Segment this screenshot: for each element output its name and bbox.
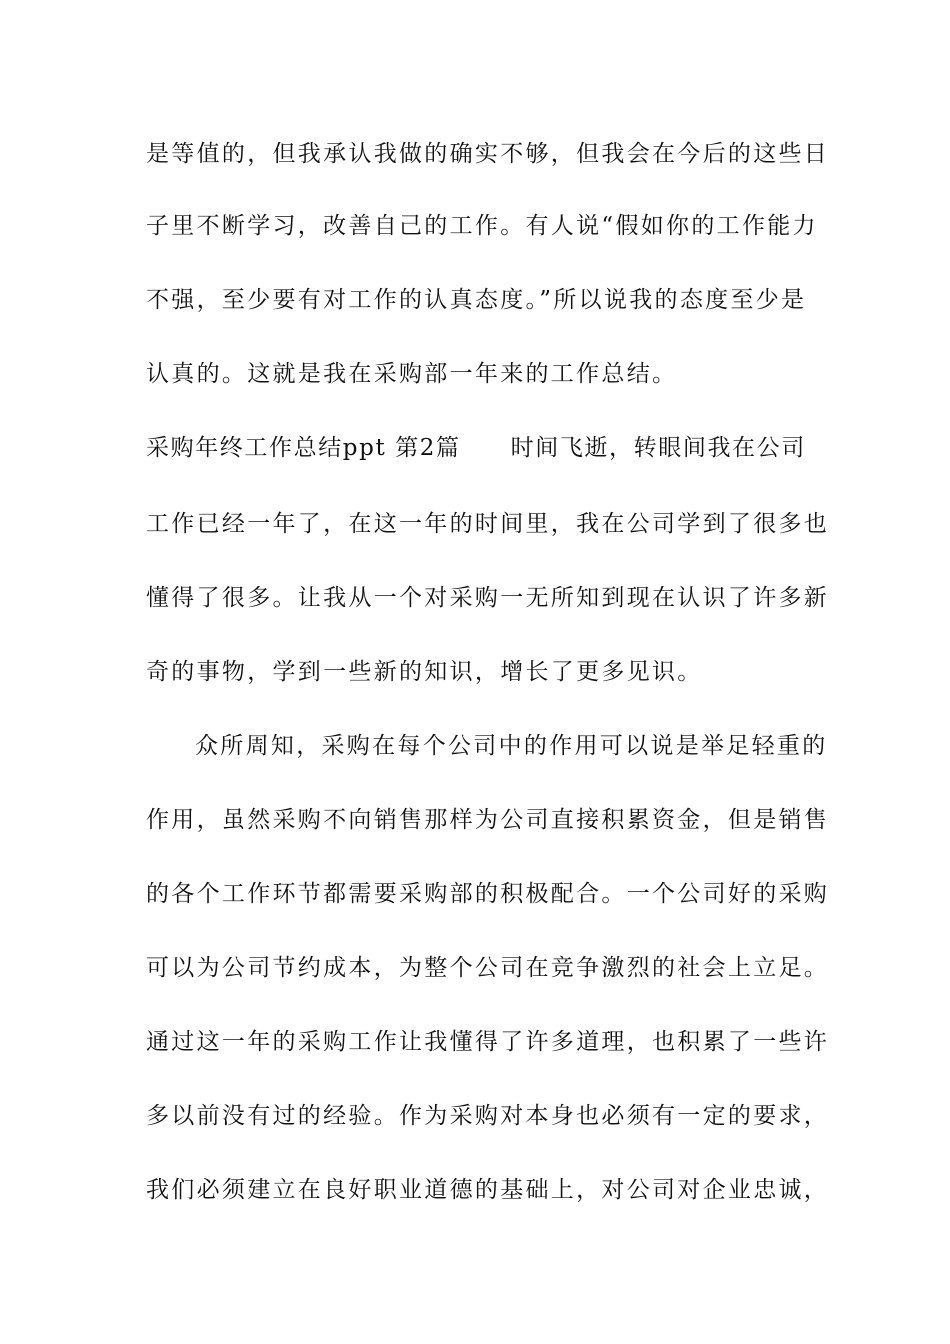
paragraph-first-line: 众所周知，采购在每个公司中的作用可以说是举足轻重的 — [195, 733, 828, 759]
text-line: 不强，至少要有对工作的认真态度。”所以说我的态度至少是 — [146, 287, 807, 313]
text-line: 懂得了很多。让我从一个对采购一无所知到现在认识了许多新 — [146, 585, 830, 611]
text-line: 多以前没有过的经验。作为采购对本身也必须有一定的要求， — [146, 1103, 830, 1129]
text-line: 奇的事物，学到一些新的知识，增长了更多见识。 — [146, 659, 703, 685]
section-heading: 采购年终工作总结ppt 第2篇 — [146, 435, 461, 461]
text-line: 通过这一年的采购工作让我懂得了许多道理，也积累了一些许 — [146, 1029, 830, 1055]
text-line: 作用，虽然采购不向销售那样为公司直接积累资金，但是销售 — [146, 807, 830, 833]
text-line: 可以为公司节约成本，为整个公司在竞争激烈的社会上立足。 — [146, 955, 830, 981]
text-line: 的各个工作环节都需要采购部的积极配合。一个公司好的采购 — [146, 881, 830, 907]
text-line: 工作已经一年了，在这一年的时间里，我在公司学到了很多也 — [146, 511, 830, 537]
text-line: 认真的。这就是我在采购部一年来的工作总结。 — [146, 361, 678, 387]
section-first-line: 时间飞逝，转眼间我在公司 — [510, 435, 806, 461]
text-line: 子里不断学习，改善自己的工作。有人说“假如你的工作能力 — [146, 213, 818, 239]
section-heading-line — [146, 433, 806, 463]
text-line: 是等值的，但我承认我做的确实不够，但我会在今后的这些日 — [146, 141, 830, 167]
text-line: 我们必须建立在良好职业道德的基础上，对公司对企业忠诚， — [146, 1177, 830, 1203]
